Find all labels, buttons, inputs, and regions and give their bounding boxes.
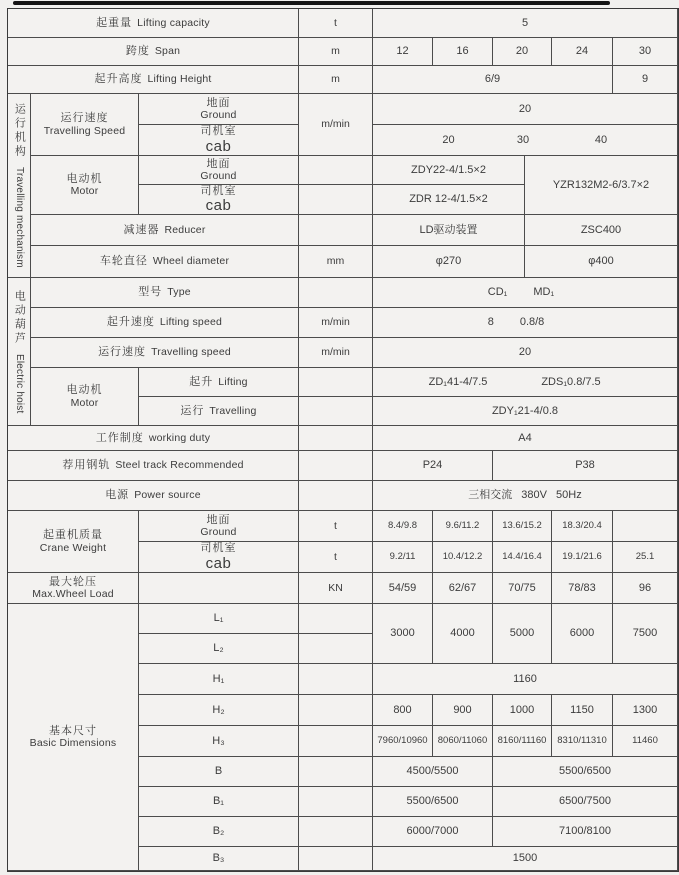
steel-track-right: P38 [493,451,678,481]
hoist-motor-label-zh: 电动机 [66,384,103,397]
ground-label-zh: 地面 [206,157,231,170]
span-value-24: 24 [552,38,613,66]
row-basic-dimensions-label [8,604,139,871]
travelling-speed-label-zh: 运行速度 [60,112,109,125]
cab-speed-3: 40 [594,133,608,146]
crane-weight-ground-30-empty [613,511,678,542]
hoist-motor-lifting-unit-empty [299,368,373,397]
crane-weight-cab-20: 14.4/16.4 [493,542,552,573]
crane-weight-ground-label [139,511,299,542]
dim-b2-right: 7100/8100 [493,817,678,847]
row-steel-track-label [8,451,299,481]
lifting-capacity-label-en: Lifting capacity [137,16,210,29]
travelling-speed-ground-label [139,94,299,125]
dim-b1-right: 6500/7500 [493,787,678,817]
crane-weight-cab-unit: t [299,542,373,573]
travelling-speed-cab-values [373,125,678,156]
travelling-motor-label-en: Motor [70,185,99,198]
ground-label-en: Ground [200,526,237,539]
row-working-duty-label [8,426,299,451]
power-source-unit-empty [299,481,373,511]
dim-h3-unit-empty [299,726,373,757]
basic-dimensions-en: Basic Dimensions [29,737,117,750]
hoist-lifting-speed-unit: m/min [299,308,373,338]
dim-b3-unit-empty [299,847,373,871]
span-label-en: Span [154,45,181,58]
travelling-motor-values [373,156,678,215]
spec-table [7,8,679,872]
dim-b-right: 5500/6500 [493,757,678,787]
crane-weight-cab-label [139,542,299,573]
lifting-height-label-zh: 起升高度 [94,73,143,86]
cab-label-en: cab [205,197,232,215]
row-crane-weight-label [8,511,139,573]
wheel-diameter-label-en: Wheel diameter [152,255,230,268]
cab-speed-1: 20 [442,133,455,146]
reducer-label-en: Reducer [164,223,206,236]
dim-b-left: 4500/5500 [373,757,493,787]
max-wheel-load-20: 70/75 [493,573,552,604]
lifting-sub-en: Lifting [218,375,248,388]
ground-label-zh: 地面 [206,96,231,109]
cab-speed-2: 30 [516,133,530,146]
electric-hoist-en: Electric hoist [13,353,25,414]
hoist-motor-lifting-1: ZD₁41-4/7.5 [428,375,488,388]
wheel-diameter-right: φ400 [588,255,614,268]
dim-b3-value: 1500 [373,847,678,871]
crane-weight-en: Crane Weight [39,541,107,554]
hoist-motor-travelling-value: ZDY₁21-4/0.8 [373,397,678,426]
row-reducer-label [31,215,299,246]
dim-l2-label: L₂ [139,634,299,664]
span-label-zh: 跨度 [125,45,150,58]
max-wheel-load-16: 62/67 [433,573,493,604]
power-source-value: 三相交流 380V 50Hz [373,481,678,511]
lifting-capacity-value: 5 [373,9,678,38]
hoist-motor-lifting-2: ZDS₁0.8/7.5 [541,375,601,388]
lifting-capacity-unit: t [299,9,373,38]
reducer-unit-empty [299,215,373,246]
reducer-label-zh: 减速器 [123,223,160,236]
dim-l-value-24: 6000 [552,604,613,664]
travelling-speed-unit: m/min [299,94,373,156]
travelling-mechanism-en: Travelling mechanism [13,167,25,268]
motor-right-value: YZR132M2-6/3.7×2 [552,178,650,191]
travelling-motor-ground-unit-empty [299,156,373,185]
working-duty-zh: 工作制度 [95,431,144,444]
lifting-height-30: 9 [613,66,678,94]
dim-l-value-16: 4000 [433,604,493,664]
dim-h3-16: 8060/11060 [433,726,493,757]
crane-weight-ground-16: 9.6/11.2 [433,511,493,542]
lifting-height-main: 6/9 [373,66,613,94]
type-value-md1: MD₁ [533,286,555,299]
travelling-speed-cab-label [139,125,299,156]
cab-label-zh: 司机室 [200,185,237,197]
row-max-wheel-load-label [8,573,139,604]
max-wheel-load-12: 54/59 [373,573,433,604]
dim-h3-24: 8310/11310 [552,726,613,757]
row-span-label [8,38,299,66]
max-wheel-load-zh: 最大轮压 [49,575,97,588]
dim-h2-unit-empty [299,695,373,726]
dim-b-label: B [139,757,299,787]
wheel-diameter-unit: mm [299,246,373,278]
cab-label-en: cab [205,137,232,155]
row-travelling-speed-label [31,94,139,156]
power-source-en: Power source [134,489,201,502]
working-duty-value: A4 [373,426,678,451]
hoist-lifting-speed-zh: 起升速度 [106,316,155,329]
electric-hoist-zh: 电动葫芦 [13,289,26,346]
dim-h2-24: 1150 [552,695,613,726]
crane-weight-ground-24: 18.3/20.4 [552,511,613,542]
type-value-cd1: CD₁ [487,286,508,299]
motor-cab-value: ZDR 12-4/1.5×2 [409,193,488,206]
hoist-lifting-speed-values [373,308,678,338]
lifting-capacity-label-zh: 起重量 [96,16,133,29]
reducer-right-value: ZSC400 [580,223,622,236]
row-power-source-label [8,481,299,511]
lifting-height-unit: m [299,66,373,94]
ground-label-en: Ground [200,170,237,183]
hoist-motor-label-en: Motor [70,396,99,409]
row-travelling-motor-label [31,156,139,215]
hoist-motor-lifting-label [139,368,299,397]
dim-h1-value: 1160 [373,664,678,695]
reducer-left-value: LD驱动装置 [373,215,525,245]
max-wheel-load-30: 96 [613,573,678,604]
span-unit: m [299,38,373,66]
wheel-diameter-label-zh: 车轮直径 [99,255,148,268]
row-hoist-lifting-speed-label [31,308,299,338]
dim-b1-label: B₁ [139,787,299,817]
travelling-speed-ground-value: 20 [373,94,678,125]
ground-label-zh: 地面 [206,513,231,526]
dim-h3-20: 8160/11160 [493,726,552,757]
dim-h2-16: 900 [433,695,493,726]
crane-weight-zh: 起重机质量 [43,529,103,542]
travelling-motor-ground-label [139,156,299,185]
crane-weight-cab-16: 10.4/12.2 [433,542,493,573]
dim-b2-left: 6000/7000 [373,817,493,847]
travelling-mechanism-zh: 运行机构 [13,103,26,160]
ground-label-en: Ground [200,109,237,122]
row-hoist-motor-label [31,368,139,426]
dim-b2-label: B₂ [139,817,299,847]
hoist-lifting-speed-1: 8 [487,316,494,329]
scan-artifact-bar [13,1,610,5]
travelling-motor-cab-unit-empty [299,185,373,215]
dim-b3-label: B₃ [139,847,299,871]
type-label-en: Type [167,286,191,299]
travelling-sub-en: Travelling [209,404,257,417]
dim-b1-left: 5500/6500 [373,787,493,817]
wheel-diameter-left: φ270 [373,246,525,277]
working-duty-en: working duty [148,431,211,444]
section-electric-hoist [8,278,31,426]
cab-label-zh: 司机室 [200,125,237,138]
span-value-12: 12 [373,38,433,66]
hoist-travelling-speed-unit: m/min [299,338,373,368]
lifting-height-label-en: Lifting Height [147,73,212,86]
crane-weight-ground-12: 8.4/9.8 [373,511,433,542]
hoist-travelling-speed-en: Travelling speed [151,346,231,359]
motor-ground-value: ZDY22-4/1.5×2 [373,156,524,185]
hoist-motor-travelling-label [139,397,299,426]
travelling-motor-label-zh: 电动机 [66,172,103,185]
working-duty-unit-empty [299,426,373,451]
wheel-diameter-values [373,246,678,278]
row-hoist-travelling-speed-label [31,338,299,368]
type-values [373,278,678,308]
crane-weight-cab-24: 19.1/21.6 [552,542,613,573]
row-wheel-diameter-label [31,246,299,278]
hoist-lifting-speed-en: Lifting speed [159,316,223,329]
max-wheel-load-sub-empty [139,573,299,604]
span-value-20: 20 [493,38,552,66]
hoist-travelling-speed-value: 20 [373,338,678,368]
steel-track-zh: 荐用钢轨 [62,459,111,472]
dim-h2-12: 800 [373,695,433,726]
travelling-speed-label-en: Travelling Speed [43,124,126,137]
dim-h3-12: 7960/10960 [373,726,433,757]
travelling-motor-left-values [373,156,525,214]
dim-l2-unit-empty [299,634,373,664]
row-lifting-height-label [8,66,299,94]
hoist-lifting-speed-2: 0.8/8 [519,316,545,329]
dim-l1-unit-empty [299,604,373,634]
crane-weight-ground-20: 13.6/15.2 [493,511,552,542]
basic-dimensions-zh: 基本尺寸 [49,724,97,737]
span-value-30: 30 [613,38,678,66]
dim-l-value-12: 3000 [373,604,433,664]
hoist-motor-lifting-values [373,368,678,397]
dim-l-value-30: 7500 [613,604,678,664]
row-type-label [31,278,299,308]
dim-h1-label: H₁ [139,664,299,695]
power-source-zh: 电源 [105,489,130,502]
dim-l1-label: L₁ [139,604,299,634]
steel-track-unit-empty [299,451,373,481]
max-wheel-load-24: 78/83 [552,573,613,604]
span-value-16: 16 [433,38,493,66]
dim-h3-label: H₃ [139,726,299,757]
cab-label-zh: 司机室 [200,542,237,555]
steel-track-en: Steel track Recommended [115,459,244,472]
type-label-zh: 型号 [138,286,163,299]
dim-b1-unit-empty [299,787,373,817]
crane-weight-cab-30: 25.1 [613,542,678,573]
hoist-travelling-speed-zh: 运行速度 [98,346,147,359]
type-unit-empty [299,278,373,308]
dim-b2-unit-empty [299,817,373,847]
reducer-values [373,215,678,246]
dim-h3-30: 11460 [613,726,678,757]
lifting-sub-zh: 起升 [189,375,214,388]
hoist-motor-travelling-unit-empty [299,397,373,426]
dim-h1-unit-empty [299,664,373,695]
crane-weight-ground-unit: t [299,511,373,542]
row-lifting-capacity-label [8,9,299,38]
dim-b-unit-empty [299,757,373,787]
max-wheel-load-unit: KN [299,573,373,604]
dim-h2-label: H₂ [139,695,299,726]
crane-weight-cab-12: 9.2/11 [373,542,433,573]
section-travelling-mechanism [8,94,31,278]
dim-h2-20: 1000 [493,695,552,726]
dim-h2-30: 1300 [613,695,678,726]
travelling-sub-zh: 运行 [180,404,205,417]
max-wheel-load-en: Max.Wheel Load [32,588,114,601]
steel-track-left: P24 [373,451,493,481]
dim-l-value-20: 5000 [493,604,552,664]
cab-label-en: cab [205,554,232,572]
travelling-motor-cab-label [139,185,299,215]
